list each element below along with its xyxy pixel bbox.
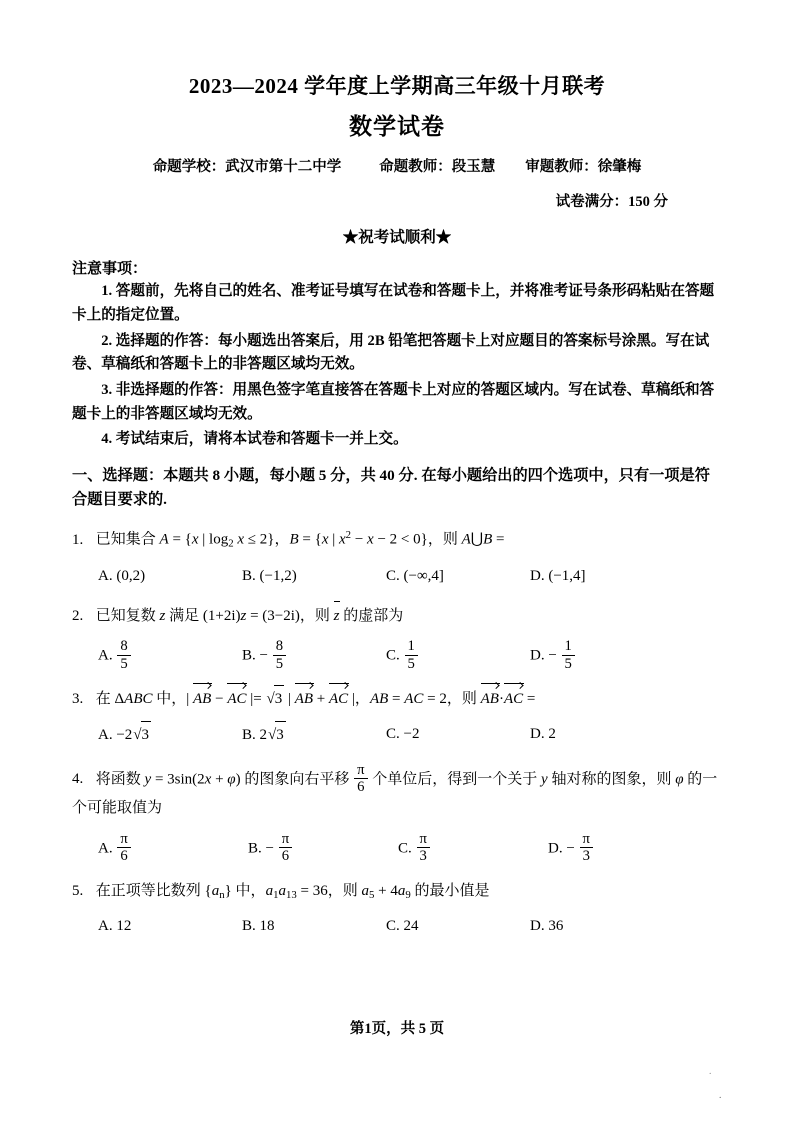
question-1 [72, 526, 722, 589]
setter-label: 命题教师： [379, 159, 452, 176]
question-stem: 5. 在正项等比数列 $\{a_n\}$ 中，$a_1a_{13} = 36$，则 $a_5 + 4a_9$ 的最小值是 [72, 882, 490, 901]
question-5-options [72, 913, 722, 939]
fraction-8-5: $\frac{8}{5}$ [117, 638, 130, 672]
option-b[interactable]: B. (−1,2) [242, 567, 297, 584]
option-d[interactable]: D. 2 [530, 726, 556, 743]
school-value: 武汉市第十二中学 [225, 159, 342, 176]
reviewer-label: 审题教师： [525, 159, 598, 176]
notice-title: 注意事项： [72, 261, 148, 278]
page-subtitle: 数学试卷 [349, 114, 445, 140]
question-stem: 4. 将函数 y = 3sin(2x + φ) 的图象向右平移 $\frac{\pi}{6}$ 个单位后，得到一个关于 y 轴对称的图象，则 φ 的一个可能取值为 [72, 761, 718, 817]
question-4 [72, 762, 722, 865]
option-d[interactable]: D. − $\frac{1}{5}$ [530, 638, 576, 672]
option-c[interactable]: C. $\frac{1}{5}$ [386, 638, 530, 672]
question-stem: 1. 已知集合 A = {x | $\log_2 x \le 2$}，B = {x | $x^2 - x - 2 < 0$}，则 A⋃B = [72, 529, 505, 550]
fraction-1-5: $\frac{1}{5}$ [405, 638, 418, 672]
school-label: 命题学校： [152, 159, 226, 176]
full-score: 试卷满分：150 分 [555, 194, 668, 211]
scan-mark: · [708, 1068, 712, 1080]
option-c[interactable]: C. $\frac{\pi}{3}$ [398, 831, 548, 865]
option-b[interactable]: B. 18 [242, 918, 275, 935]
option-a[interactable]: A. 12 [98, 918, 132, 935]
reviewer-value: 徐肇梅 [597, 159, 642, 176]
option-c[interactable]: C. 24 [386, 918, 419, 935]
sqrt-3: √3 [265, 685, 284, 712]
question-3-options [72, 721, 722, 748]
notice-item: 4. 考试结束后，请将本试卷和答题卡一并上交。 [101, 431, 408, 448]
option-a[interactable]: A. (0,2) [98, 567, 146, 584]
question-stem: 3. 在 ΔABC 中，| AB − AC |= √3 | AB + AC |，AB = AC = 2，则 AB·AC = [72, 685, 722, 712]
option-d[interactable]: D. 36 [530, 918, 564, 935]
option-c[interactable]: C. −2 [386, 726, 420, 743]
fraction-1-5: $\frac{1}{5}$ [562, 638, 575, 672]
question-3 [72, 685, 722, 749]
page-footer: 第1页，共 5 页 [349, 1021, 445, 1037]
fraction-pi-6: $\frac{\pi}{6}$ [354, 762, 367, 796]
wish-line: ★祝考试顺利★ [342, 229, 452, 247]
notice-item: 3. 非选择题的作答：用黑色签字笔直接答在答题卡上对应的答题区域内。写在试卷、草稿纸和答题卡上的非答题区域均无效。 [72, 381, 715, 422]
notice-item: 2. 选择题的作答：每小题选出答案后，用 2B 铅笔把答题卡上对应题目的答案标号涂黑。写在试卷、草稿纸和答题卡上的非答题区域均无效。 [72, 332, 710, 373]
option-d[interactable]: D. − $\frac{\pi}{3}$ [548, 831, 594, 865]
option-c[interactable]: C. (−∞,4] [386, 567, 444, 584]
option-b[interactable]: B. − $\frac{8}{5}$ [242, 638, 386, 672]
option-a[interactable]: A. −2√3 [98, 721, 242, 748]
question-1-options [72, 563, 722, 589]
fraction-8-5: $\frac{8}{5}$ [273, 638, 286, 672]
question-stem: 2. 已知复数 z 满足 (1+2i)z = (3−2i)，则 z 的虚部为 [72, 602, 722, 629]
option-b[interactable]: B. 2√3 [242, 721, 386, 748]
meta-row [72, 155, 722, 176]
question-5 [72, 878, 722, 940]
option-a[interactable]: A. $\frac{\pi}{6}$ [98, 831, 248, 865]
option-b[interactable]: B. − $\frac{\pi}{6}$ [248, 831, 398, 865]
scan-mark: · [718, 1092, 722, 1104]
question-2-options [72, 638, 722, 672]
page-title: 2023—2024 学年度上学期高三年级十月联考 [188, 74, 606, 98]
question-2 [72, 602, 722, 672]
option-a[interactable]: A. $\frac{8}{5}$ [98, 638, 242, 672]
question-4-options [72, 831, 722, 865]
notice-item: 1. 答题前，先将自己的姓名、准考证号填写在试卷和答题卡上，并将准考证号条形码粘贴在答题卡上的指定位置。 [72, 283, 715, 323]
section-heading: 一、选择题：本题共 8 小题，每小题 5 分，共 40 分. 在每小题给出的四个选项中，只有一项是符合题目要求的. [72, 466, 710, 509]
option-d[interactable]: D. (−1,4] [530, 567, 586, 584]
setter-value: 段玉慧 [451, 159, 496, 176]
